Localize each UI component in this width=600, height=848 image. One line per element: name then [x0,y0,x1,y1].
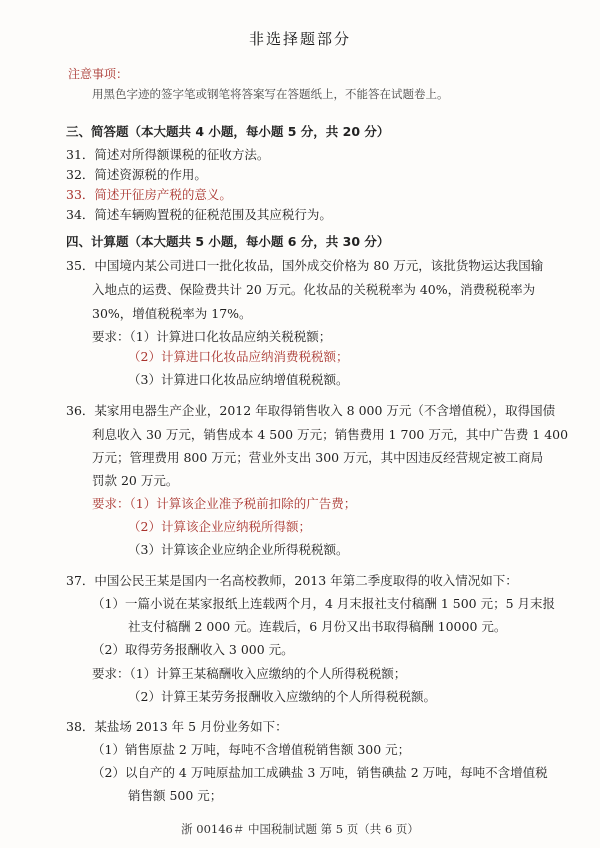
question-33: 33．简述开征房产税的意义。 [66,187,232,202]
question-37-line-3: 社支付稿酬 2 000 元。连载后，6 月份又出书取得稿酬 10000 元。 [128,619,507,634]
question-35-req-1: 要求：（1）计算进口化妆品应纳关税税额； [92,329,332,344]
notice-text: 用黑色字迹的签字笔或钢笔将答案写在答题纸上，不能答在试题卷上。 [92,87,449,101]
question-32: 32．简述资源税的作用。 [66,167,207,182]
question-37-line-4: （2）取得劳务报酬收入 3 000 元。 [92,642,294,657]
question-37-line-2: （1）一篇小说在某家报纸上连载两个月，4 月末报社支付稿酬 1 500 元；5 月末报 [92,596,556,611]
question-38-line-4: 销售额 500 元； [128,788,223,803]
question-35-line-2: 入地点的运费、保险费共计 20 万元。化妆品的关税税率为 40%，消费税税率为 [92,282,536,297]
question-35-line-3: 30%，增值税税率为 17%。 [92,306,252,321]
question-36-line-2: 利息收入 30 万元，销售成本 4 500 万元；销售费用 1 700 万元，其中广告费 1 400 [92,427,569,442]
page-title: 非选择题部分 [248,30,351,48]
question-35-req-3: （3）计算进口化妆品应纳增值税税额。 [128,372,349,387]
question-31: 31．简述对所得额课税的征收方法。 [66,147,270,162]
question-36-line-4: 罚款 20 万元。 [92,473,179,488]
question-34: 34．简述车辆购置税的征税范围及其应税行为。 [66,207,332,222]
question-37-line-1: 37．中国公民王某是国内一名高校教师，2013 年第二季度取得的收入情况如下： [66,573,518,588]
question-38-line-1: 38．某盐场 2013 年 5 月份业务如下： [66,719,288,734]
question-36-req-3: （3）计算该企业应纳企业所得税税额。 [128,542,349,557]
section-3-heading: 三、简答题（本大题共 4 小题，每小题 5 分，共 20 分） [66,124,390,139]
question-38-line-3: （2）以自产的 4 万吨原盐加工成碘盐 3 万吨，销售碘盐 2 万吨，每吨不含增值税 [92,765,548,780]
question-37-req-1: 要求：（1）计算王某稿酬收入应缴纳的个人所得税税额； [92,666,407,681]
question-36-req-1: 要求：（1）计算该企业准予税前扣除的广告费； [92,496,357,511]
question-36-req-2: （2）计算该企业应纳税所得额； [128,519,311,534]
question-35-req-2: （2）计算进口化妆品应纳消费税税额； [128,349,349,364]
question-36-line-3: 万元；管理费用 800 万元；营业外支出 300 万元，其中因违反经营规定被工商局 [92,450,544,465]
section-4-heading: 四、计算题（本大题共 5 小题，每小题 6 分，共 30 分） [66,234,390,249]
question-38-line-2: （1）销售原盐 2 万吨，每吨不含增值税销售额 300 元； [92,742,411,757]
question-36-line-1: 36．某家用电器生产企业，2012 年取得销售收入 8 000 万元（不含增值税），取得国债 [66,403,556,418]
page-footer: 浙 00146＃ 中国税制试题 第 5 页（共 6 页） [181,822,419,836]
notice-label: 注意事项： [68,67,129,81]
question-37-req-2: （2）计算王某劳务报酬收入应缴纳的个人所得税税额。 [128,689,436,704]
question-35-line-1: 35．中国境内某公司进口一批化妆品，国外成交价格为 80 万元，该批货物运达我国输 [66,258,544,273]
